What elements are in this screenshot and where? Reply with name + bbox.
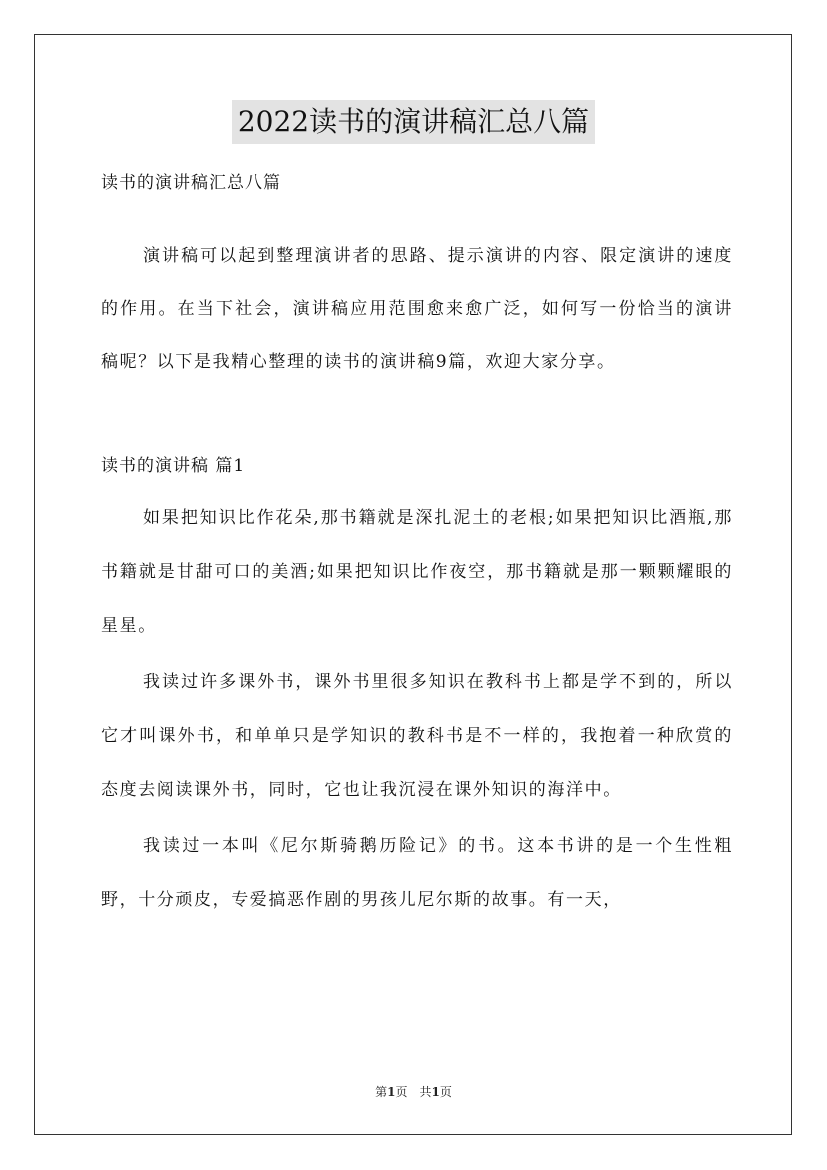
section-heading: 读书的演讲稿 篇1 <box>101 456 246 476</box>
title-container <box>0 100 827 144</box>
footer-total-pages: 1 <box>431 1085 440 1099</box>
footer-page-number: 1 <box>387 1085 396 1099</box>
section-1 <box>101 455 733 927</box>
section-body <box>101 491 733 927</box>
document-subtitle: 读书的演讲稿汇总八篇 <box>101 173 281 193</box>
section-paragraph: 我读过许多课外书，课外书里很多知识在教科书上都是学不到的，所以它才叫课外书，和单单只是学知识的教科书是不一样的，我抱着一种欣赏的态度去阅读课外书，同时，它也让我沉浸在课外知识的海洋中。 <box>101 672 733 800</box>
intro-paragraph: 演讲稿可以起到整理演讲者的思路、提示演讲的内容、限定演讲的速度的作用。在当下社会，演讲稿应用范围愈来愈广泛，如何写一份恰当的演讲稿呢？以下是我精心整理的读书的演讲稿9篇，欢迎大家分享。 <box>101 246 733 372</box>
page-footer <box>0 1084 827 1100</box>
section-paragraph: 如果把知识比作花朵,那书籍就是深扎泥土的老根;如果把知识比酒瓶,那书籍就是甘甜可口的美酒;如果把知识比作夜空，那书籍就是那一颗颗耀眼的星星。 <box>101 508 733 636</box>
footer-total-label: 页 <box>439 1085 452 1099</box>
footer-prefix: 第 <box>375 1085 388 1099</box>
section-paragraph: 我读过一本叫《尼尔斯骑鹅历险记》的书。这本书讲的是一个生性粗野，十分顽皮，专爱搞恶作剧的男孩儿尼尔斯的故事。有一天， <box>101 836 733 910</box>
footer-page-label: 页 共 <box>395 1085 432 1099</box>
document-title: 2022读书的演讲稿汇总八篇 <box>232 100 595 144</box>
document-body <box>101 172 733 927</box>
